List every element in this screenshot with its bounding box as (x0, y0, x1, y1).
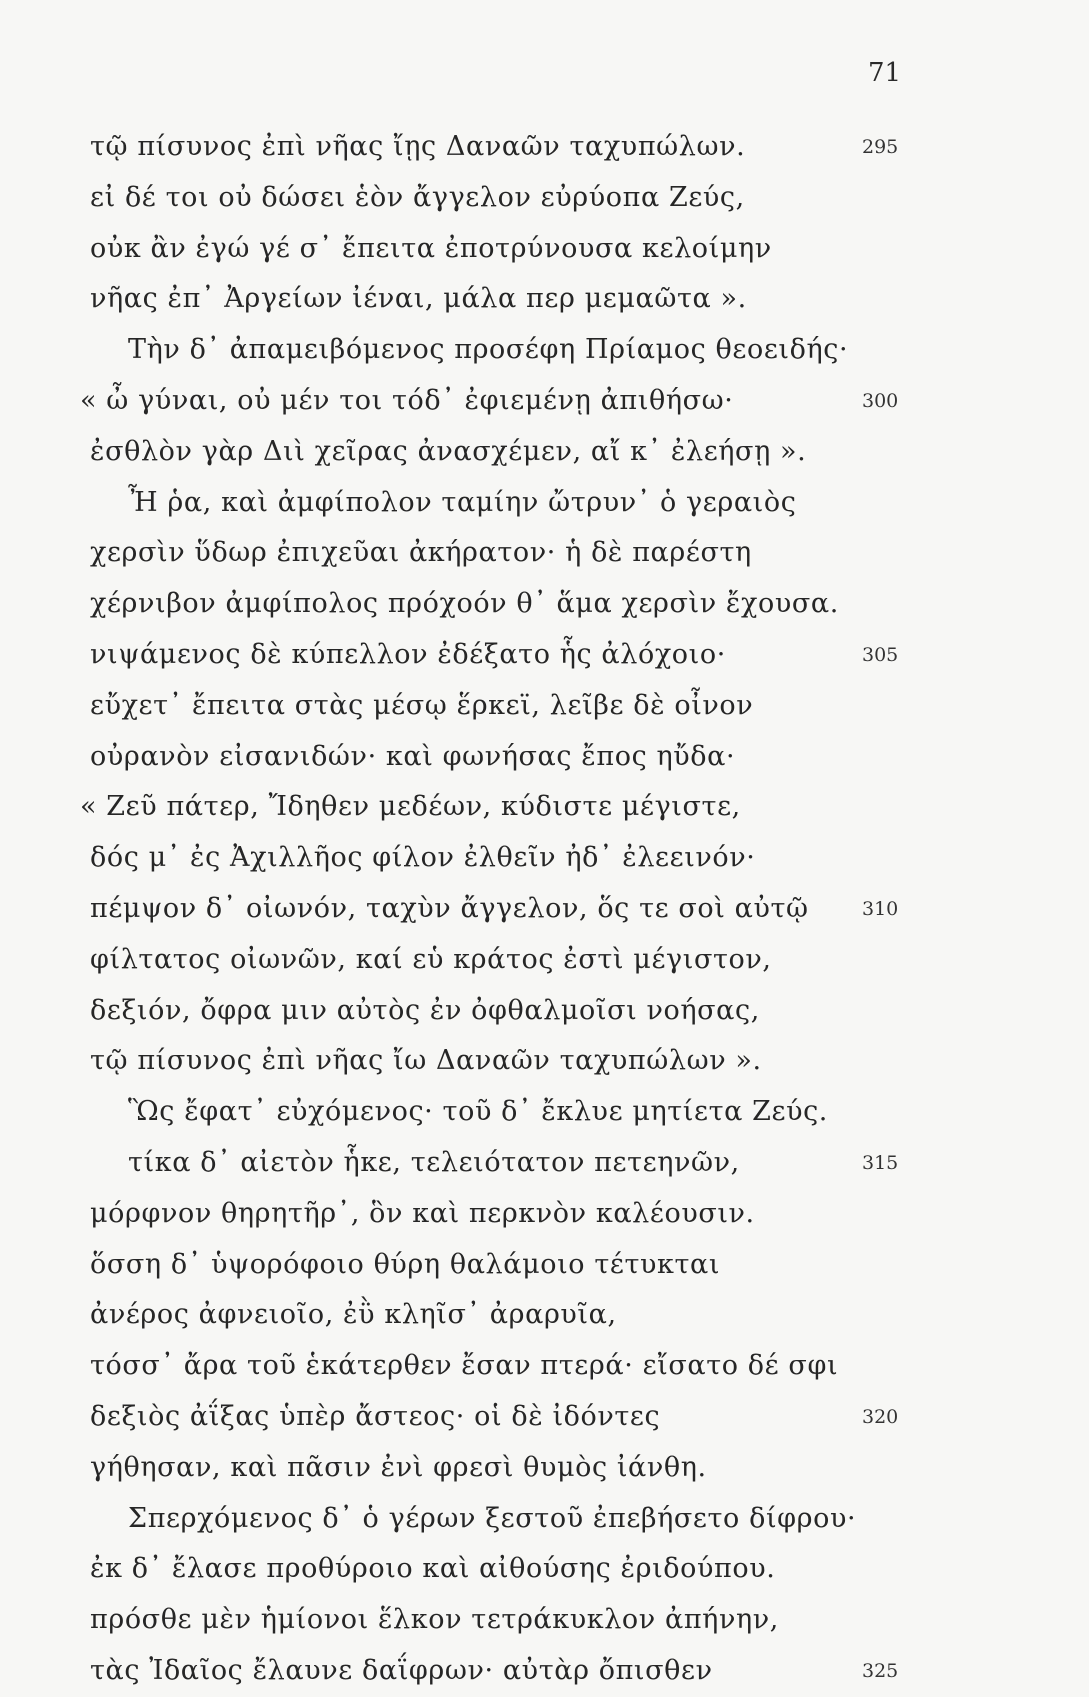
verse-line (0, 325, 1089, 376)
page-number: 71 (868, 58, 902, 88)
verse-line-text: τὰς Ἰδαῖος ἔλαυνε δαΐφρων· αὐτὰρ ὄπισθεν (90, 1654, 713, 1686)
verse-line-text: τίκα δ᾽ αἰετὸν ἧκε, τελειότατον πετεηνῶν, (128, 1146, 740, 1178)
verse-line-text: Σπερχόμενος δ᾽ ὁ γέρων ξεστοῦ ἐπεβήσετο δίφρου· (128, 1502, 857, 1534)
verse-line-text: πρόσθε μὲν ἡμίονοι ἕλκον τετράκυκλον ἀπήνην, (90, 1604, 779, 1636)
verse-line-text: νῆας ἐπ᾽ Ἀργείων ἰέναι, μάλα περ μεμαῶτα ». (90, 283, 747, 315)
verse-line-text: τόσσ᾽ ἄρα τοῦ ἑκάτερθεν ἔσαν πτερά· εἴσατο δέ σφι (90, 1350, 839, 1382)
verse-line (0, 376, 1089, 427)
verse-line (0, 1443, 1089, 1494)
verse-line (0, 173, 1089, 224)
verse-line (0, 478, 1089, 529)
verse-line (0, 122, 1089, 173)
verse-line (0, 1036, 1089, 1087)
line-number: 295 (862, 136, 899, 158)
verse-line (0, 681, 1089, 732)
line-number: 315 (862, 1151, 899, 1174)
verse-line-text: γήθησαν, καὶ πᾶσιν ἐνὶ φρεσὶ θυμὸς ἰάνθη. (90, 1451, 707, 1483)
verse-line (0, 224, 1089, 275)
verse-line-text: εὔχετ᾽ ἔπειτα στὰς μέσῳ ἕρκεϊ, λεῖβε δὲ οἶνον (90, 689, 754, 721)
verse-line-text: Ἦ ῥα, καὶ ἀμφίπολον ταμίην ὤτρυν᾽ ὁ γεραιὸς (128, 486, 797, 518)
verse-line-text: οὐκ ἂν ἐγώ γέ σ᾽ ἔπειτα ἐποτρύνουσα κελοίμην (90, 232, 772, 264)
verse-line-text: δεξιὸς ἀΐξας ὑπὲρ ἄστεος· οἱ δὲ ἰδόντες (90, 1400, 661, 1432)
verse-line-text: χέρνιβον ἀμφίπολος πρόχοόν θ᾽ ἅμα χερσὶν ἔχουσα. (90, 588, 839, 620)
verse-line (0, 427, 1089, 478)
verse-line (0, 579, 1089, 630)
verse-line (0, 1646, 1089, 1697)
line-number: 300 (862, 389, 899, 412)
verse-line (0, 782, 1089, 833)
verse-line-text: δός μ᾽ ἐς Ἀχιλλῆος φίλον ἐλθεῖν ἠδ᾽ ἐλεεινόν· (90, 842, 756, 874)
verse-line (0, 1138, 1089, 1189)
verse-line (0, 935, 1089, 986)
verse-line (0, 986, 1089, 1037)
verse-line (0, 274, 1089, 325)
verse-line (0, 732, 1089, 783)
verse-line (0, 1240, 1089, 1291)
verse-line-text: χερσὶν ὕδωρ ἐπιχεῦαι ἀκήρατον· ἡ δὲ παρέστη (90, 537, 752, 569)
verse-line (0, 1087, 1089, 1138)
verse-line-text: « ὦ γύναι, οὐ μέν τοι τόδ᾽ ἐφιεμένῃ ἀπιθήσω· (80, 384, 734, 416)
verse-line (0, 1494, 1089, 1545)
line-number: 325 (862, 1659, 899, 1682)
verse-line (0, 1392, 1089, 1443)
verse-line-text: τῷ πίσυνος ἐπὶ νῆας ἴω Δαναῶν ταχυπώλων ». (90, 1045, 762, 1077)
verse-line-text: φίλτατος οἰωνῶν, καί εὑ κράτος ἐστὶ μέγιστον, (90, 943, 772, 975)
verse-line-text: Ὣς ἔφατ᾽ εὐχόμενος· τοῦ δ᾽ ἔκλυε μητίετα Ζεύς. (128, 1096, 828, 1128)
verse-line (0, 528, 1089, 579)
verse-line-text: νιψάμενος δὲ κύπελλον ἐδέξατο ἧς ἀλόχοιο· (90, 638, 726, 670)
verse-line-text: πέμψον δ᾽ οἰωνόν, ταχὺν ἄγγελον, ὅς τε σοὶ αὐτῷ (90, 892, 809, 924)
verse-line-text: ὅσση δ᾽ ὑψορόφοιο θύρη θαλάμοιο τέτυκται (90, 1248, 721, 1280)
verse-line (0, 833, 1089, 884)
line-number: 310 (862, 897, 899, 920)
verse-line (0, 1595, 1089, 1646)
verse-line-text: ἐκ δ᾽ ἔλασε προθύροιο καὶ αἰθούσης ἐριδούπου. (90, 1553, 776, 1585)
verse-line-text: ἀνέρος ἀφνειοῖο, ἐῢ κληῖσ᾽ ἀραρυῖα, (90, 1299, 617, 1331)
line-number: 305 (862, 643, 899, 666)
verse-line (0, 1189, 1089, 1240)
verse-line (0, 1290, 1089, 1341)
verse-line-text: Τὴν δ᾽ ἀπαμειβόμενος προσέφη Πρίαμος θεοειδής· (128, 334, 849, 366)
verse-line-text: ἐσθλὸν γὰρ Διὶ χεῖρας ἀνασχέμεν, αἴ κ᾽ ἐλεήσῃ ». (90, 435, 807, 467)
verse-line-text: « Ζεῦ πάτερ, Ἴδηθεν μεδέων, κύδιστε μέγιστε, (80, 791, 741, 823)
verse-line (0, 1544, 1089, 1595)
verse-line-text: μόρφνον θηρητῆρ᾽, ὃν καὶ περκνὸν καλέουσιν. (90, 1197, 755, 1229)
verse-line (0, 630, 1089, 681)
verse-line (0, 884, 1089, 935)
line-number: 320 (862, 1405, 899, 1428)
verse-line-text: δεξιόν, ὄφρα μιν αὐτὸς ἐν ὀφθαλμοῖσι νοήσας, (90, 994, 760, 1026)
verse-line-text: εἰ δέ τοι οὐ δώσει ἑὸν ἄγγελον εὐρύοπα Ζεύς, (90, 181, 745, 213)
verse-line-text: οὐρανὸν εἰσανιδών· καὶ φωνήσας ἔπος ηὔδα· (90, 740, 736, 772)
verse-line-text: τῷ πίσυνος ἐπὶ νῆας ἴῃς Δαναῶν ταχυπώλων. (90, 131, 746, 162)
verse-line (0, 1341, 1089, 1392)
verse-text-block (0, 122, 1089, 1697)
